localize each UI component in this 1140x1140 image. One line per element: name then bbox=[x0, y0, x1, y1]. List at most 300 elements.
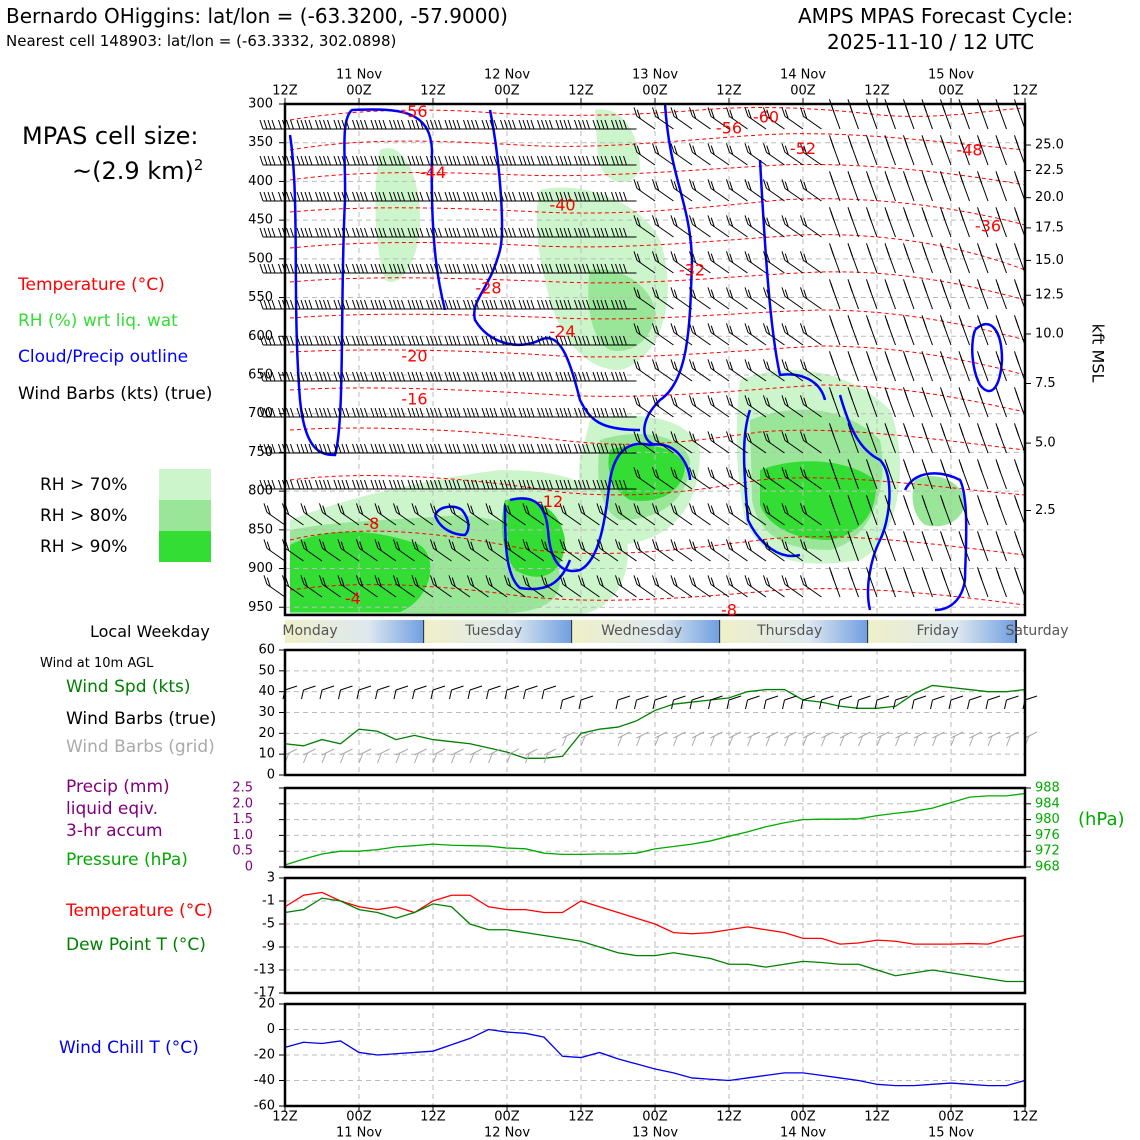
wind-barb-feather bbox=[513, 444, 516, 453]
wind-barb-feather bbox=[342, 480, 345, 489]
wind-barb-feather bbox=[464, 192, 467, 201]
wind-barb-feather bbox=[301, 444, 304, 453]
wind-barb-feather bbox=[449, 444, 452, 453]
wind-barb-feather bbox=[868, 175, 871, 184]
wind-barb-feather bbox=[575, 444, 578, 453]
bottom-time-hour-label: 00Z bbox=[790, 1109, 816, 1125]
wind-barb-feather bbox=[453, 120, 456, 129]
wind10m-barb-shaft bbox=[304, 686, 316, 690]
legend-dewpoint: Dew Point T (°C) bbox=[66, 935, 206, 955]
wind-barb-feather bbox=[501, 444, 504, 453]
wind-barb-feather bbox=[305, 408, 308, 417]
wind-barb-feather bbox=[353, 372, 356, 381]
wind-barb-feather bbox=[412, 120, 415, 129]
wind-barb bbox=[1014, 243, 1025, 273]
wind-barb-feather bbox=[519, 156, 522, 165]
wind-barb-feather bbox=[449, 300, 452, 309]
wind10m-barb bbox=[912, 696, 926, 709]
wind-barb-feather bbox=[353, 192, 356, 201]
wind-barb-feather bbox=[849, 175, 852, 184]
wind-barb-feather bbox=[279, 192, 282, 201]
wind-barb bbox=[689, 359, 710, 381]
wind-barb-feather bbox=[546, 408, 549, 417]
wind-barb-feather bbox=[287, 408, 290, 417]
pressure-tick-label: 700 bbox=[248, 406, 273, 422]
wind-barb bbox=[848, 207, 859, 237]
wind-barb bbox=[634, 107, 655, 129]
top-time-hour-label: 12Z bbox=[1012, 83, 1038, 99]
wind-barb-feather bbox=[371, 192, 374, 201]
wind-barb-feather bbox=[886, 319, 889, 328]
wind-barb bbox=[848, 351, 859, 381]
temperature-contour-label: -32 bbox=[678, 260, 706, 280]
windchill-tick-label: -20 bbox=[253, 1047, 275, 1063]
wind-barb-feather bbox=[346, 444, 349, 453]
wind-barb-feather bbox=[416, 156, 419, 165]
temperature-contour bbox=[290, 346, 1025, 375]
wind-barb bbox=[977, 171, 988, 201]
wind-barb-feather bbox=[365, 156, 368, 165]
pressure-tick-label: 750 bbox=[248, 444, 273, 460]
wind-barb-feather bbox=[708, 467, 711, 476]
wind-barb-feather bbox=[531, 156, 534, 165]
wind-barb-feather bbox=[513, 372, 516, 381]
wind-barb-feather bbox=[420, 408, 423, 417]
rh-key-90: RH > 90% bbox=[40, 537, 128, 557]
wind-barb-feather bbox=[1016, 247, 1019, 256]
wind-barb-feather bbox=[301, 336, 304, 345]
bottom-time-hour-label: 00Z bbox=[938, 1109, 964, 1125]
wind-barb-feather bbox=[763, 179, 766, 188]
wind10m-grid-barb bbox=[877, 732, 889, 746]
wind-barb-feather bbox=[513, 300, 516, 309]
temperature-contour-label: -36 bbox=[974, 216, 1002, 236]
wind-barb-feather bbox=[568, 120, 571, 129]
wind-barb-feather bbox=[328, 480, 331, 489]
wind-barb-feather bbox=[272, 156, 275, 165]
wind-barb bbox=[940, 207, 951, 237]
wind-barb-feather bbox=[402, 300, 405, 309]
wind-barb-feather bbox=[297, 480, 300, 489]
wind-barb-feather bbox=[301, 120, 304, 129]
wind-barb-feather bbox=[334, 336, 337, 345]
wind-barb-feather bbox=[379, 120, 382, 129]
temperature-contour-label: -48 bbox=[956, 140, 983, 160]
wind-barb-feather bbox=[564, 120, 567, 129]
wind-barb bbox=[885, 171, 896, 201]
wind-barb-feather bbox=[523, 192, 526, 201]
wind10m-grid-barb bbox=[729, 732, 741, 746]
wind-barb-feather bbox=[482, 192, 485, 201]
wind-barb bbox=[866, 135, 877, 165]
wind-barb-feather bbox=[383, 480, 386, 489]
wind-barb bbox=[708, 539, 729, 561]
wind-barb-feather bbox=[361, 228, 364, 237]
wind-barb-feather bbox=[383, 336, 386, 345]
wind-barb-feather bbox=[531, 300, 534, 309]
wind-barb-feather bbox=[531, 444, 534, 453]
wind-barb bbox=[634, 179, 655, 201]
wind-barb-feather bbox=[527, 156, 530, 165]
wind-barb-feather bbox=[457, 228, 460, 237]
precip-tick-label: 2.5 bbox=[232, 780, 253, 796]
wind-barb-feather bbox=[439, 300, 442, 309]
wind-barb bbox=[866, 243, 877, 273]
bottom-time-hour-label: 12Z bbox=[272, 1109, 298, 1125]
wind-barb bbox=[782, 215, 803, 237]
wind-barb bbox=[708, 143, 729, 165]
wind-barb-feather bbox=[960, 535, 963, 544]
wind-barb-feather bbox=[468, 372, 471, 381]
wind-barb bbox=[829, 135, 840, 165]
wind10m-grid-barb bbox=[655, 732, 667, 746]
temperature-tick-label: -17 bbox=[253, 985, 275, 1001]
wind-barb bbox=[903, 351, 914, 381]
wind-barb-feather bbox=[923, 211, 926, 220]
windchill-panel bbox=[279, 1004, 1025, 1106]
wind-barb-feather bbox=[997, 319, 1000, 328]
wind-barb-feather bbox=[905, 355, 908, 364]
wind10m-barb bbox=[783, 696, 797, 709]
wind-barb-feather bbox=[542, 120, 545, 129]
wind-barb-feather bbox=[689, 539, 692, 548]
wind-barb bbox=[689, 179, 710, 201]
wind-barb-feather bbox=[324, 192, 327, 201]
wind-barb-feather bbox=[831, 211, 834, 220]
wind-barb-feather bbox=[564, 156, 567, 165]
wind10m-grid-barb bbox=[341, 749, 353, 763]
wind10m-barb bbox=[931, 696, 945, 709]
wind-barb bbox=[940, 423, 951, 453]
wind-barb-feather bbox=[365, 264, 368, 273]
wind-barb-feather bbox=[923, 175, 926, 184]
wind-barb-feather bbox=[1016, 283, 1019, 292]
wind-barb-feather bbox=[942, 139, 945, 148]
wind-barb-feather bbox=[365, 336, 368, 345]
wind10m-barb-feather bbox=[912, 700, 914, 709]
kft-axis-label: kft MSL bbox=[1088, 323, 1108, 383]
wind-barb bbox=[726, 359, 747, 381]
wind-barb-feather bbox=[620, 372, 623, 381]
wind-barb-feather bbox=[476, 120, 479, 129]
wind-barb-feather bbox=[942, 319, 945, 328]
wind-barb-feather bbox=[923, 355, 926, 364]
wind10m-barb-shaft bbox=[544, 686, 556, 690]
wind-barb-feather bbox=[960, 571, 963, 580]
wind-barb-feather bbox=[383, 408, 386, 417]
wind-barb-feather bbox=[509, 156, 512, 165]
wind-barb bbox=[1014, 495, 1025, 525]
wind-barb-feather bbox=[501, 372, 504, 381]
wind10m-barb-feather bbox=[709, 700, 711, 709]
wind-barb-feather bbox=[287, 336, 290, 345]
wind-barb-feather bbox=[1016, 427, 1019, 436]
wind-barb-feather bbox=[997, 499, 1000, 508]
wind10m-barb bbox=[857, 696, 871, 709]
wind-barb-feather bbox=[868, 319, 871, 328]
wind-barb-feather bbox=[782, 323, 785, 332]
wind10m-title: Wind at 10m AGL bbox=[40, 656, 154, 671]
wind-barb-feather bbox=[468, 408, 471, 417]
wind-barb-feather bbox=[960, 463, 963, 472]
wind-barb-feather bbox=[708, 395, 711, 404]
legend-wind-barbs: Wind Barbs (kts) (true) bbox=[18, 384, 213, 404]
wind-barb-feather bbox=[375, 480, 378, 489]
wind-barb bbox=[782, 179, 803, 201]
wind-barb-feather bbox=[575, 408, 578, 417]
wind-barb-feather bbox=[287, 192, 290, 201]
wind-barb-feather bbox=[1016, 355, 1019, 364]
wind-barb-feather bbox=[494, 372, 497, 381]
wind-barb-feather bbox=[568, 444, 571, 453]
wind-barb-feather bbox=[309, 408, 312, 417]
wind-barb-feather bbox=[482, 120, 485, 129]
wind-barb-feather bbox=[390, 408, 393, 417]
wind-barb bbox=[634, 575, 655, 597]
temperature-contour-label: -20 bbox=[401, 346, 428, 366]
wind-barb-feather bbox=[868, 139, 871, 148]
wind-barb-feather bbox=[375, 408, 378, 417]
wind-barb-feather bbox=[375, 264, 378, 273]
wind-barb-feather bbox=[346, 192, 349, 201]
wind-barb bbox=[726, 287, 747, 309]
wind-barb-feather bbox=[264, 228, 267, 237]
wind-barb-feather bbox=[482, 300, 485, 309]
wind-barb bbox=[903, 531, 914, 561]
wind10m-barb-feather bbox=[968, 700, 970, 709]
wind-barb-feather bbox=[353, 264, 356, 273]
wind-barb bbox=[264, 539, 285, 561]
wind-barb-feather bbox=[287, 264, 290, 273]
wind-barb-feather bbox=[923, 391, 926, 400]
wind-barb bbox=[848, 279, 859, 309]
wind10m-barb-shaft bbox=[359, 686, 371, 690]
wind-barb-feather bbox=[324, 300, 327, 309]
wind-barb-feather bbox=[476, 156, 479, 165]
wind-barb-feather bbox=[509, 372, 512, 381]
wind-barb-feather bbox=[476, 264, 479, 273]
wind-barb-feather bbox=[546, 120, 549, 129]
wind-barb-feather bbox=[849, 211, 852, 220]
wind-barb bbox=[1014, 459, 1025, 489]
wind-barb bbox=[708, 179, 729, 201]
pressure-tick-label: 968 bbox=[1035, 859, 1060, 875]
wind-barb-feather bbox=[689, 143, 692, 152]
wind-barb-feather bbox=[379, 372, 382, 381]
wind-barb-feather bbox=[542, 408, 545, 417]
wind-barb bbox=[940, 351, 951, 381]
wind10m-barb-shaft bbox=[322, 686, 334, 690]
wind-tick-label: 10 bbox=[258, 746, 275, 762]
wind-barb-feather bbox=[979, 571, 982, 580]
legend-precip-l2: liquid eqiv. bbox=[66, 799, 159, 819]
wind-barb-feather bbox=[453, 192, 456, 201]
wind-barb bbox=[959, 315, 970, 345]
wind-barb-feather bbox=[476, 372, 479, 381]
wind-barb-feather bbox=[416, 264, 419, 273]
wind-barb-feather bbox=[365, 120, 368, 129]
wind-barb-feather bbox=[439, 264, 442, 273]
wind-barb-feather bbox=[353, 408, 356, 417]
wind-barb-feather bbox=[353, 156, 356, 165]
pressure-tick-label: 972 bbox=[1035, 843, 1060, 859]
wind-barb-feather bbox=[435, 192, 438, 201]
wind-barb-feather bbox=[486, 228, 489, 237]
wind-barb bbox=[1014, 531, 1025, 561]
wind-barb bbox=[922, 423, 933, 453]
wind-barb bbox=[903, 243, 914, 273]
wind-barb-feather bbox=[997, 427, 1000, 436]
wind-barb-feather bbox=[435, 372, 438, 381]
wind-barb-feather bbox=[309, 192, 312, 201]
wind-barb-feather bbox=[394, 120, 397, 129]
wind-barb-feather bbox=[379, 300, 382, 309]
wind-barb-feather bbox=[309, 300, 312, 309]
wind-barb bbox=[848, 243, 859, 273]
wind-barb-feather bbox=[398, 444, 401, 453]
wind-barb-feather bbox=[564, 372, 567, 381]
wind-barb-feather bbox=[849, 139, 852, 148]
wind-barb-feather bbox=[482, 264, 485, 273]
wind-barb-feather bbox=[398, 336, 401, 345]
wind-barb-feather bbox=[398, 480, 401, 489]
wind-barb-feather bbox=[394, 372, 397, 381]
wind10m-grid-barb bbox=[840, 732, 852, 746]
wind-barb-feather bbox=[1016, 175, 1019, 184]
wind-barb bbox=[940, 315, 951, 345]
wind-barb-feather bbox=[309, 480, 312, 489]
wind-barb-feather bbox=[671, 323, 674, 332]
wind-barb-feather bbox=[482, 228, 485, 237]
wind-barb-feather bbox=[439, 372, 442, 381]
wind-barb-feather bbox=[634, 575, 637, 584]
wind-barb-feather bbox=[453, 300, 456, 309]
wind-barb-feather bbox=[320, 228, 323, 237]
wind-barb-feather bbox=[309, 372, 312, 381]
wind-barb-feather bbox=[371, 264, 374, 273]
wind10m-barb-shaft bbox=[877, 696, 889, 700]
precip-tick-label: 0 bbox=[244, 859, 253, 875]
wind-barb-feather bbox=[531, 408, 534, 417]
wind-barb-feather bbox=[745, 575, 748, 584]
windchill-tick-label: -40 bbox=[253, 1073, 275, 1088]
wind-barb bbox=[708, 287, 729, 309]
wind-barb-feather bbox=[453, 228, 456, 237]
wind-barb-feather bbox=[468, 300, 471, 309]
wind10m-grid-barb bbox=[433, 749, 445, 763]
wind-barb-feather bbox=[328, 264, 331, 273]
wind-barb-feather bbox=[445, 336, 448, 345]
wind-barb-feather bbox=[457, 156, 460, 165]
wind-barb-feather bbox=[338, 480, 341, 489]
wind-barb bbox=[829, 207, 840, 237]
wind-barb-feather bbox=[905, 463, 908, 472]
wind-barb bbox=[996, 495, 1007, 525]
cross-section-panel bbox=[260, 98, 1031, 643]
wind10m-barb-feather bbox=[616, 700, 618, 709]
wind10m-barb bbox=[487, 686, 501, 699]
wind-barb-feather bbox=[556, 444, 559, 453]
wind10m-barb bbox=[413, 686, 427, 699]
wind-barb-feather bbox=[575, 120, 578, 129]
legend-wind-speed: Wind Spd (kts) bbox=[66, 677, 191, 697]
wind-barb-feather bbox=[390, 300, 393, 309]
wind-barb-feather bbox=[527, 120, 530, 129]
wind-barb-feather bbox=[279, 264, 282, 273]
kft-tick-label: 25.0 bbox=[1035, 137, 1064, 153]
wind-barb-feather bbox=[486, 264, 489, 273]
wind-barb-feather bbox=[849, 355, 852, 364]
wind-barb-feather bbox=[324, 120, 327, 129]
wind-barb-feather bbox=[316, 156, 319, 165]
wind-barb-feather bbox=[412, 156, 415, 165]
wind-barb-feather bbox=[316, 300, 319, 309]
wind10m-barb bbox=[986, 696, 1000, 709]
wind-barb bbox=[726, 215, 747, 237]
wind-barb-feather bbox=[398, 408, 401, 417]
wind10m-barb-shaft bbox=[581, 696, 593, 700]
wind-barb bbox=[652, 359, 673, 381]
wind-barb-feather bbox=[416, 120, 419, 129]
wind-barb bbox=[996, 279, 1007, 309]
wind-barb-feather bbox=[616, 408, 619, 417]
wind-barb-feather bbox=[960, 175, 963, 184]
kft-tick-label: 17.5 bbox=[1035, 220, 1064, 236]
wind-barb-feather bbox=[689, 575, 692, 584]
wind-barb-feather bbox=[371, 408, 374, 417]
wind10m-barb-shaft bbox=[970, 696, 982, 700]
weekday-label: Monday bbox=[282, 623, 338, 639]
wind-barb bbox=[1014, 315, 1025, 345]
wind-barb-feather bbox=[398, 372, 401, 381]
wind-barb-feather bbox=[338, 156, 341, 165]
wind-barb bbox=[903, 279, 914, 309]
wind-barb-feather bbox=[542, 444, 545, 453]
wind10m-barb-feather bbox=[635, 700, 637, 709]
wind-barb-feather bbox=[501, 408, 504, 417]
wind10m-barb-feather bbox=[986, 700, 988, 709]
wind10m-barb-shaft bbox=[489, 686, 501, 690]
wind-barb-feather bbox=[501, 300, 504, 309]
wind-barb-feather bbox=[960, 211, 963, 220]
wind-barb-feather bbox=[538, 120, 541, 129]
wind-barb-feather bbox=[268, 192, 271, 201]
wind-barb-feather bbox=[542, 156, 545, 165]
wind10m-barb-shaft bbox=[1025, 696, 1037, 700]
wind-barb-feather bbox=[763, 359, 766, 368]
wind-barb bbox=[782, 287, 803, 309]
wind-barb-feather bbox=[439, 336, 442, 345]
wind-barb bbox=[652, 179, 673, 201]
wind-barb-feather bbox=[334, 192, 337, 201]
wind-barb-feather bbox=[457, 372, 460, 381]
wind-barb-feather bbox=[671, 287, 674, 296]
temperature-contour-label: -4 bbox=[344, 589, 361, 609]
wind-barb-feather bbox=[923, 283, 926, 292]
wind-barb-feather bbox=[886, 355, 889, 364]
wind-barb-feather bbox=[365, 300, 368, 309]
wind-barb-feather bbox=[519, 444, 522, 453]
cell-size-label: MPAS cell size: bbox=[22, 122, 199, 150]
wind-barb-feather bbox=[346, 300, 349, 309]
wind-barb-feather bbox=[457, 336, 460, 345]
wind-barb-feather bbox=[297, 444, 300, 453]
wind-barb-feather bbox=[375, 120, 378, 129]
wind10m-barb-shaft bbox=[433, 686, 445, 690]
wind-barb bbox=[903, 495, 914, 525]
wind-barb bbox=[671, 575, 692, 597]
wind-barb-feather bbox=[371, 156, 374, 165]
